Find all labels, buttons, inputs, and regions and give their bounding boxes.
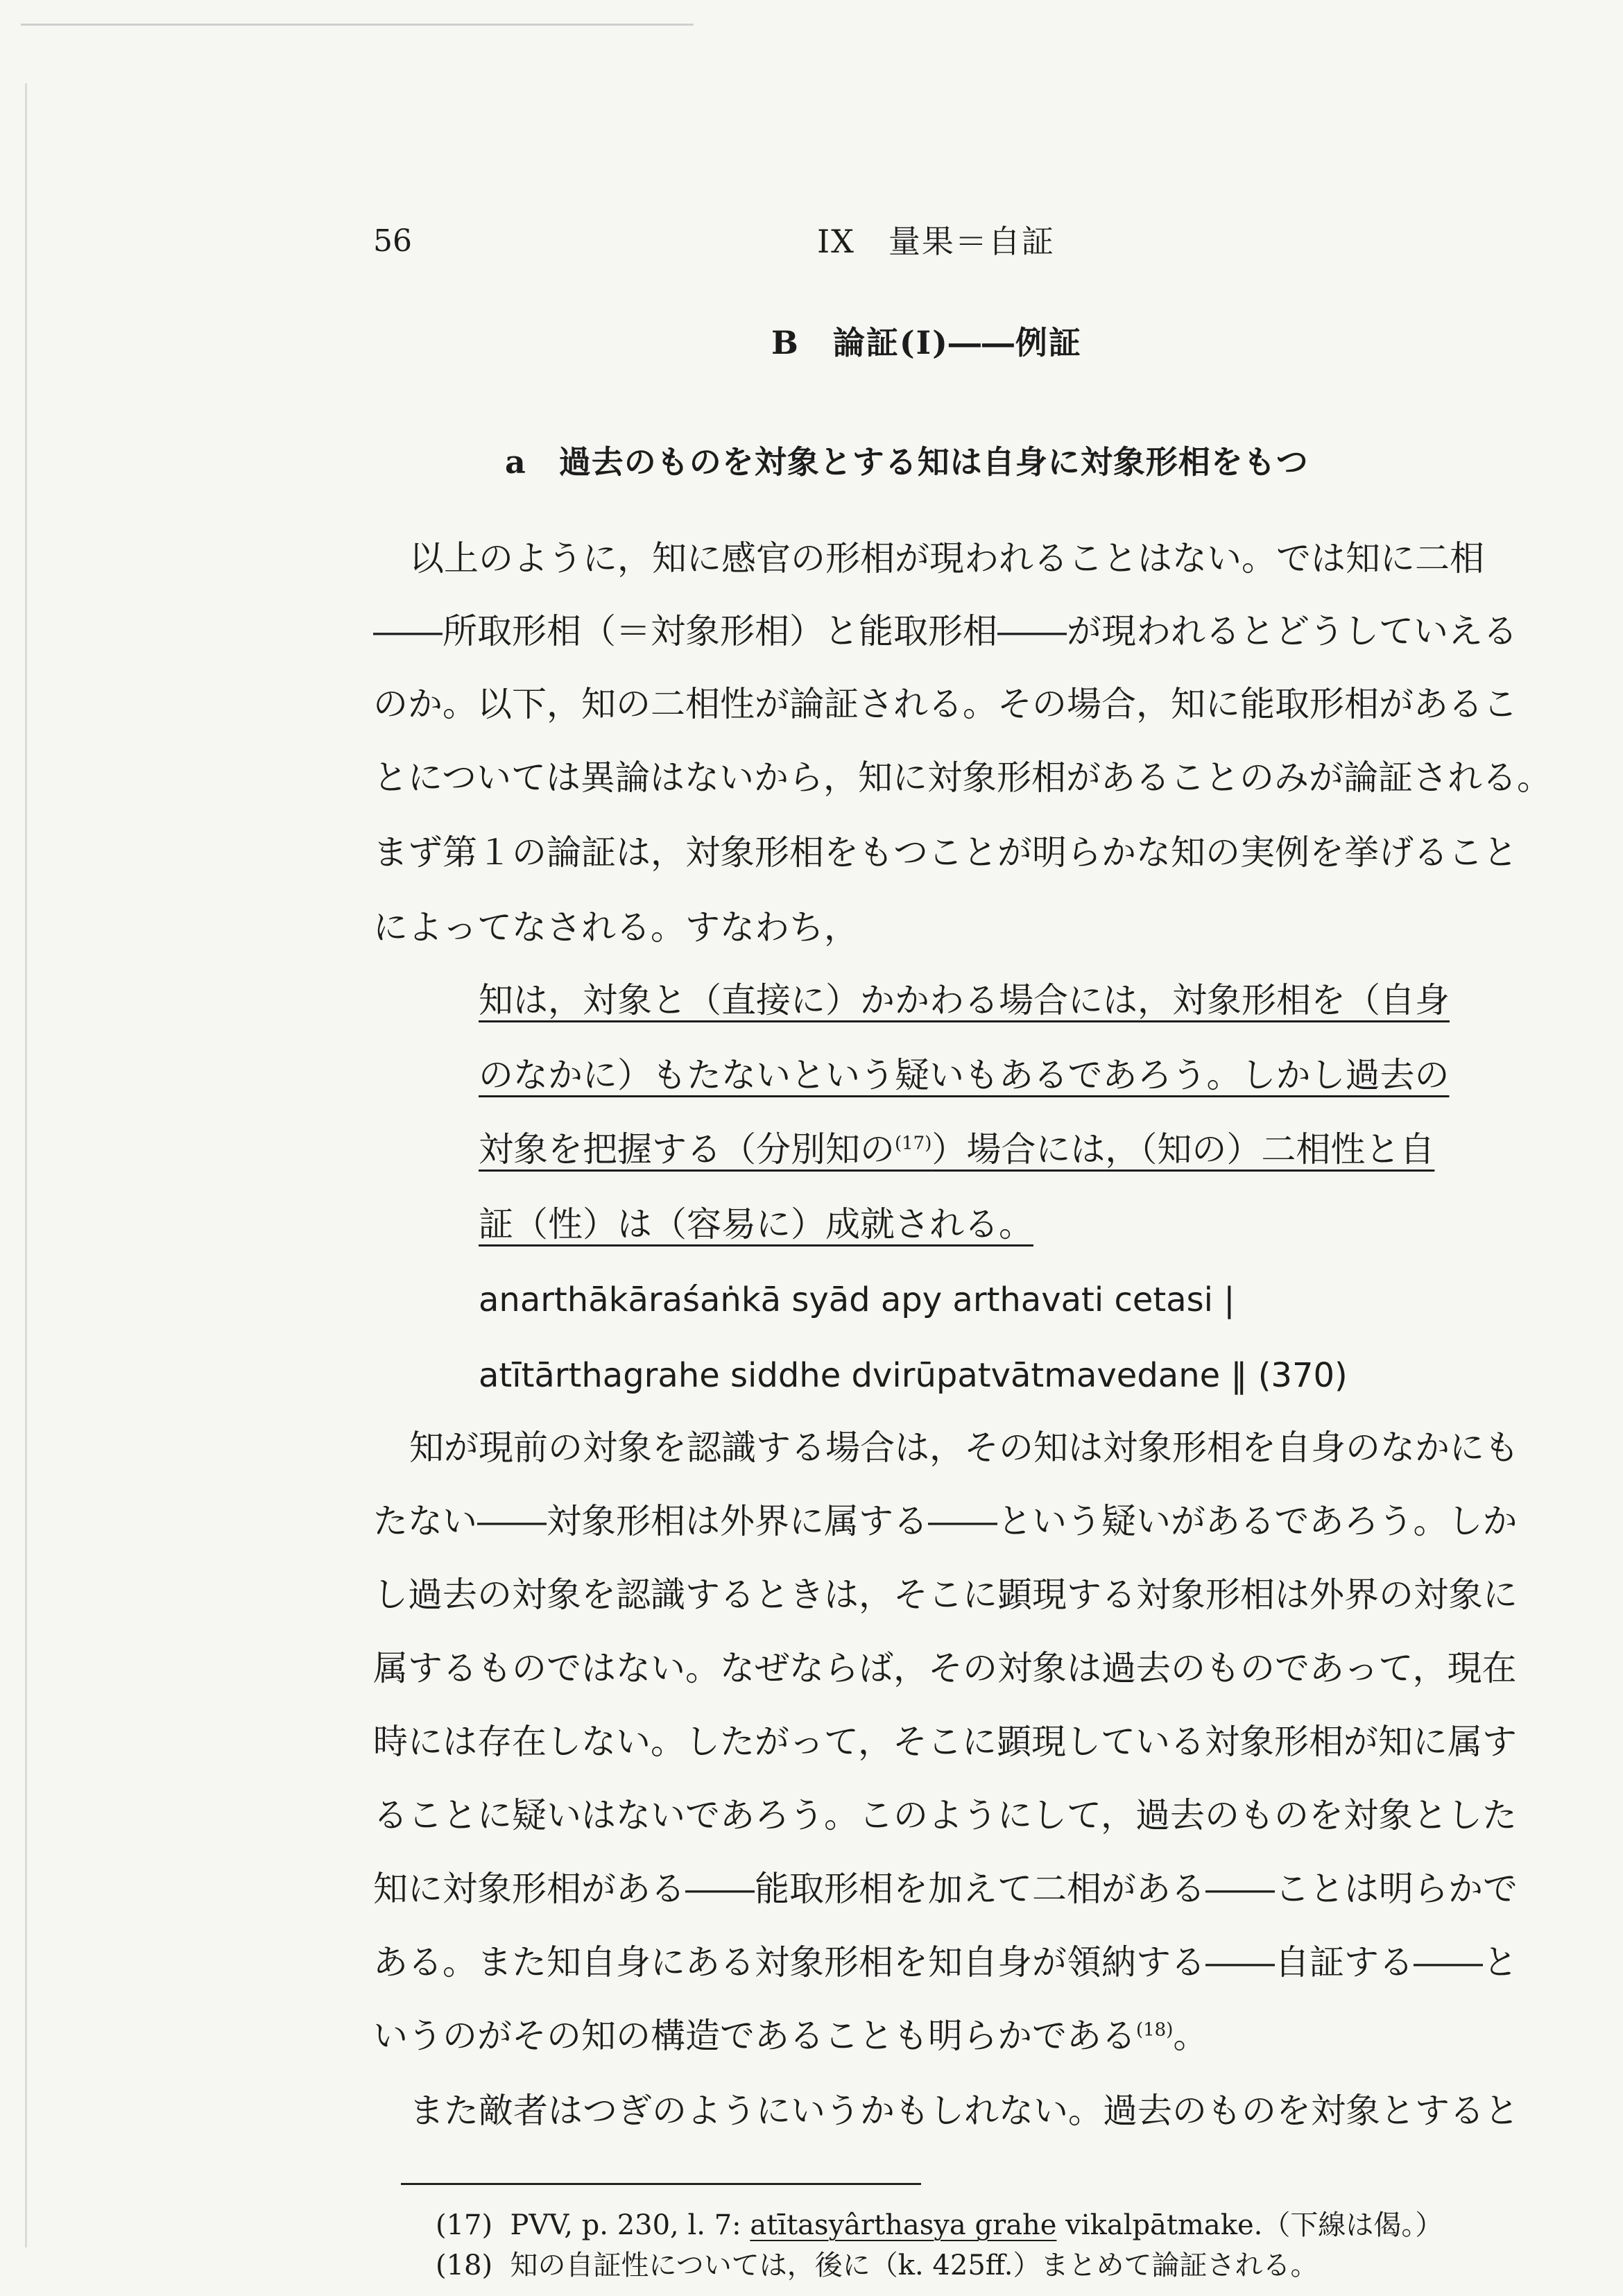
intro-line: のか。以下，知の二相性が論証される。その場合，知に能取形相があるこ [373, 684, 1518, 724]
body-line: ある。また知自身にある対象形相を知自身が領納する――自証する――と [373, 1942, 1518, 1982]
quote-line: 対象を把握する（分別知の$^{(17)}$）場合には，（知の）二相性と自 [479, 1129, 1435, 1170]
intro-line: ――所取形相（＝対象形相）と能取形相――が現われるとどうしていえる [373, 611, 1518, 651]
body-line: たない――対象形相は外界に属する――という疑いがあるであろう。しか [373, 1501, 1518, 1541]
page-number: 56 [373, 223, 412, 259]
body-line: いうのがその知の構造であることも明らかである$^{(18)}$。 [373, 2016, 1208, 2056]
scan-edge-left [25, 83, 27, 2247]
subsection-heading: a 過去のものを対象とする知は自身に対象形相をもつ [505, 443, 1309, 481]
intro-line: によってなされる。すなわち， [373, 907, 859, 948]
quote-line: 証（性）は（容易に）成就される。 [479, 1204, 1033, 1244]
body-line: 属するものではない。なぜならば，その対象は過去のものであって，現在 [373, 1648, 1517, 1688]
section-heading: B 論証(Ⅰ)――例証 [771, 324, 1082, 361]
running-head: IX 量果＝自証 [817, 223, 1055, 260]
scan-edge-top [21, 24, 694, 26]
sanskrit-line: atītārthagrahe siddhe dvirūpatvātmavedane ‖ (370) [479, 1356, 1348, 1395]
quote-line: のなかに）もたないという疑いもあるであろう。しかし過去の [479, 1055, 1450, 1095]
footnote-rule [401, 2183, 921, 2185]
footnote-17: (17) PVV, p. 230, l. 7: atītasyârthasya grahe vikalpātmake.（下線は偈。） [436, 2209, 1443, 2241]
body-line: 知が現前の対象を認識する場合は，その知は対象形相を自身のなかにも [409, 1428, 1519, 1468]
note-ref-17: (17) [895, 1133, 932, 1154]
closing-line: また敵者はつぎのようにいうかもしれない。過去のものを対象とすると [409, 2091, 1519, 2131]
note-ref-18: (18) [1136, 2019, 1174, 2041]
body-line: ることに疑いはないであろう。このようにして，過去のものを対象とした [373, 1795, 1517, 1835]
body-line: 知に対象形相がある――能取形相を加えて二相がある――ことは明らかで [373, 1869, 1518, 1909]
footnote-18: (18) 知の自証性については，後に（k. 425ff.）まとめて論証される。 [436, 2250, 1319, 2281]
quote-line: 知は，対象と（直接に）かかわる場合には，対象形相を（自身 [479, 980, 1450, 1020]
intro-line: まず第１の論証は，対象形相をもつことが明らかな知の実例を挙げること [373, 832, 1518, 873]
body-line: し過去の対象を認識するときは，そこに顕現する対象形相は外界の対象に [373, 1575, 1518, 1615]
sanskrit-line: anarthākāraśaṅkā syād apy arthavati cetasi | [479, 1280, 1235, 1319]
body-line: 時には存在しない。したがって，そこに顕現している対象形相が知に属す [373, 1722, 1517, 1762]
intro-line: 以上のように，知に感官の形相が現われることはない。では知に二相 [409, 538, 1484, 579]
intro-line: とについては異論はないから，知に対象形相があることのみが論証される。 [373, 757, 1552, 798]
